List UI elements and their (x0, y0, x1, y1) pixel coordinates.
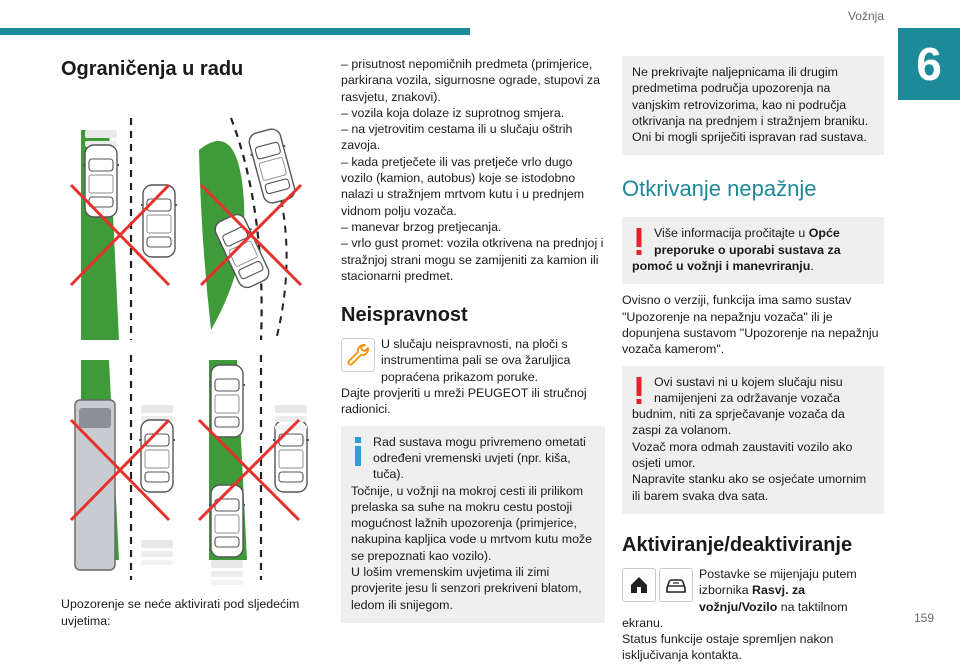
menu-driving-lights: Rasvj. za vožnju (699, 583, 806, 614)
exclamation-mark (632, 376, 646, 406)
more-info-box (622, 217, 884, 284)
activation-heading: Aktiviranje/deaktiviranje (622, 533, 853, 556)
info-mark (351, 436, 365, 468)
drowsiness-heading: Otkrivanje nepažnje (622, 176, 817, 202)
sticker-warning-text: Ne prekrivajte naljepnicama ili drugim predmetima područja upozorenja na vanjskim retrovizorima, kao ni područja otkrivanja na prednjem i stražnjem braniku. Oni bi mogli spriječiti ispravan rad sustava. (632, 65, 869, 145)
more-info-link[interactable]: Opće preporuke o uporabi sustava za pomoć u vožnji i manevriranju (632, 226, 841, 274)
condition-item: – vozila koja dolaze iz suprotnog smjera. (341, 105, 565, 120)
section-label: Vožnja (847, 9, 884, 23)
home-icon (622, 568, 656, 602)
menu-vehicle: Vozilo (741, 599, 778, 614)
scene-dense-traffic (199, 355, 309, 585)
car-icon (659, 568, 693, 602)
warning-wrench-icon (341, 338, 375, 372)
scene-sharp-curve (199, 118, 301, 340)
faults-heading: Neispravnost (341, 304, 468, 327)
sticker-warning-box (622, 56, 884, 155)
fatigue-text-1: Ovi sustavi ni u kojem slučaju nisu namijenjeni za održavanje vozača budnim, niti za sprječavanje vozača da zaspi za volanom. (632, 374, 845, 438)
menu-separator: / (738, 599, 742, 614)
column-left (61, 56, 319, 629)
faults-text-2: Dajte provjeriti u mreži PEUGEOT ili stručnoj radionici. (341, 386, 587, 417)
scene-parked-vehicle (71, 118, 177, 340)
more-info-pre: Više informacija pročitajte u (654, 226, 809, 241)
fatigue-text-2: Vozač mora odmah zaustaviti vozilo ako osjeti umor. (632, 439, 853, 471)
exclamation-mark (632, 227, 646, 257)
limitations-heading: Ograničenja u radu (61, 58, 244, 80)
blind-spot-illustration (61, 90, 319, 586)
condition-item: – kada pretječete ili vas pretječe vrlo dugo vozilo (kamion, autobus) koje se istodobno nalazi u stražnjem mrtvom kutu i u prednjem vidnom polju vozača. (341, 154, 585, 218)
weather-info-box (341, 426, 605, 623)
scene-long-vehicle (71, 355, 175, 580)
menu-icons (622, 568, 693, 602)
top-accent-bar (0, 28, 470, 35)
limitations-caption: Upozorenje se neće aktivirati pod sljedećim uvjetima: (61, 597, 300, 628)
condition-item: – manevar brzog pretjecanja. (341, 219, 502, 234)
column-right (622, 56, 884, 664)
activation-post: na taktilnom ekranu. (622, 599, 848, 630)
versions-paragraph: Ovisno o verziji, funkcija ima samo sustav "Upozorenje na nepažnju vozača" ili je dopunjena sustavom "Upozorenje na nepažnju vozača kamerom". (622, 293, 879, 357)
faults-paragraph (341, 336, 605, 385)
condition-item: – na vjetrovitim cestama ili u slučaju oštrih zavoja. (341, 122, 573, 153)
fatigue-warning-box (622, 366, 884, 514)
more-info-post: . (810, 259, 814, 274)
activation-status-text: Status funkcije ostaje spremljen nakon isključivanja kontakta. (622, 632, 834, 663)
fatigue-text-3: Napravite stanku ako se osjećate umornim ili barem svaka dva sata. (632, 472, 867, 503)
column-middle (341, 56, 605, 623)
info-text-1: Rad sustava mogu privremeno ometati određeni vremenski uvjeti (npr. kiša, tuča). (373, 434, 586, 482)
activation-paragraph (622, 566, 884, 631)
page-number: 159 (913, 611, 934, 625)
activation-pre: Postavke se mijenjaju putem izbornika (699, 566, 857, 598)
info-text-2: Točnije, u vožnji na mokroj cesti ili prilikom prelaska sa suhe na mokru cestu postoji mogućnost lažnih upozorenja (primjerice, nakupina kapljica vode u mrtvom kutu može se prepoznati kao vozilo). (351, 483, 593, 563)
faults-text: U slučaju neispravnosti, na ploči s instrumentima pali se ova žaruljica popraćena prikazom poruke. (381, 337, 571, 384)
condition-item: – vrlo gust promet: vozila otkrivena na prednjoj i stražnjoj strani mogu se zamijeniti za kamion ili stacionarni predmet. (341, 236, 604, 283)
condition-item: – prisutnost nepomičnih predmeta (primjerice, parkirana vozila, sigurnosne ograde, stupovi za rasvjetu, znakovi). (341, 57, 600, 104)
chapter-tab: 6 (898, 28, 960, 100)
info-text-3: U lošim vremenskim uvjetima ili zimi provjerite jesu li senzori prekriveni blatom, ledom ili snijegom. (351, 565, 582, 612)
